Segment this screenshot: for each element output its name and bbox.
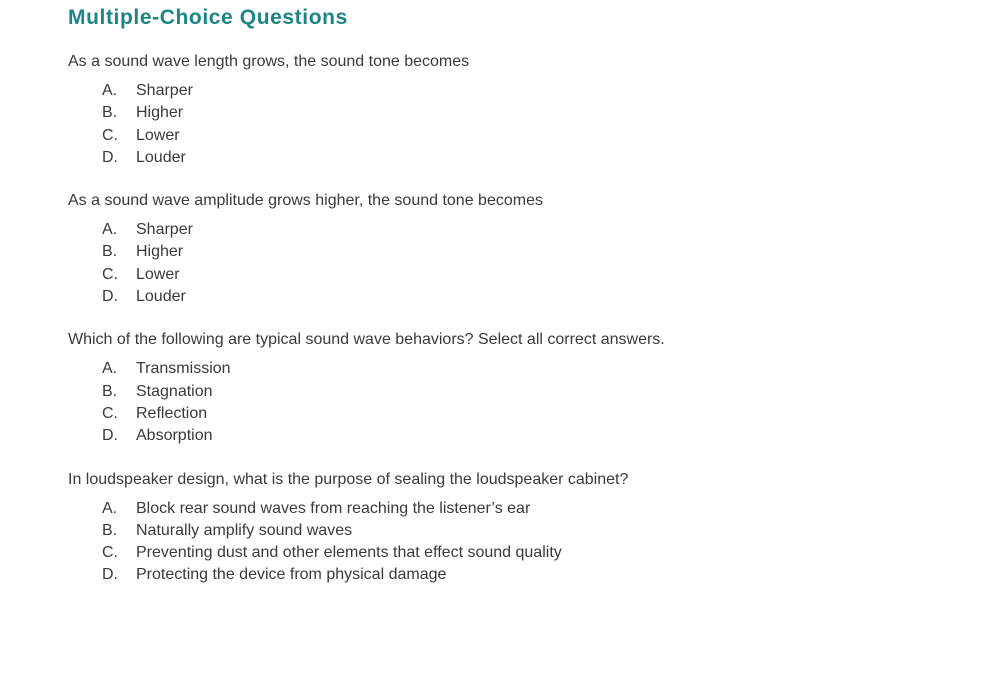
option-letter: D. [102, 148, 118, 166]
option-text: Preventing dust and other elements that effect sound quality [136, 544, 562, 562]
option-text: Transmission [136, 360, 231, 378]
question-3 [68, 330, 974, 447]
option-item [68, 381, 974, 403]
page-title: Multiple-Choice Questions [68, 6, 348, 29]
option-item [68, 498, 974, 520]
question-2 [68, 191, 974, 308]
question-1 [68, 52, 974, 169]
option-letter: A. [102, 360, 118, 378]
option-item [68, 241, 974, 263]
question-text: As a sound wave length grows, the sound tone becomes [68, 53, 470, 70]
option-item [68, 286, 974, 308]
option-item [68, 542, 974, 564]
option-item [68, 358, 974, 380]
option-text: Higher [136, 243, 184, 261]
option-text: Absorption [136, 427, 213, 445]
option-list [68, 80, 974, 169]
option-letter: C. [102, 126, 118, 144]
option-letter: B. [102, 104, 118, 122]
option-letter: A. [102, 221, 118, 239]
option-letter: C. [102, 404, 118, 422]
option-letter: C. [102, 265, 118, 283]
option-letter: D. [102, 288, 118, 306]
option-text: Block rear sound waves from reaching the listener’s ear [136, 499, 531, 517]
question-text: As a sound wave amplitude grows higher, the sound tone becomes [68, 192, 543, 210]
option-text: Louder [136, 148, 186, 166]
option-letter: D. [102, 566, 118, 584]
option-item [68, 80, 974, 102]
option-item [68, 219, 974, 241]
option-item [68, 564, 974, 586]
option-text: Higher [136, 104, 184, 122]
option-text: Sharper [136, 82, 193, 99]
question-text: Which of the following are typical sound wave behaviors? Select all correct answers. [68, 331, 665, 349]
option-list [68, 498, 974, 587]
option-text: Protecting the device from physical damage [136, 566, 447, 584]
option-letter: D. [102, 427, 118, 445]
option-text: Lower [136, 265, 180, 283]
option-item [68, 102, 974, 124]
option-letter: C. [102, 544, 118, 562]
option-letter: A. [102, 82, 118, 99]
option-item [68, 264, 974, 286]
question-text: In loudspeaker design, what is the purpose of sealing the loudspeaker cabinet? [68, 470, 629, 488]
option-letter: B. [102, 243, 118, 261]
option-letter: A. [102, 499, 118, 517]
option-letter: B. [102, 382, 118, 400]
option-text: Stagnation [136, 382, 213, 400]
document-page [68, 4, 974, 587]
option-item [68, 425, 974, 447]
option-list [68, 219, 974, 308]
option-item [68, 520, 974, 542]
option-item [68, 403, 974, 425]
option-text: Reflection [136, 404, 208, 422]
option-text: Louder [136, 288, 186, 306]
option-item [68, 125, 974, 147]
option-item [68, 147, 974, 169]
question-4 [68, 470, 974, 587]
option-text: Naturally amplify sound waves [136, 521, 353, 539]
option-text: Sharper [136, 221, 193, 239]
option-list [68, 358, 974, 447]
option-text: Lower [136, 126, 180, 144]
option-letter: B. [102, 521, 118, 539]
